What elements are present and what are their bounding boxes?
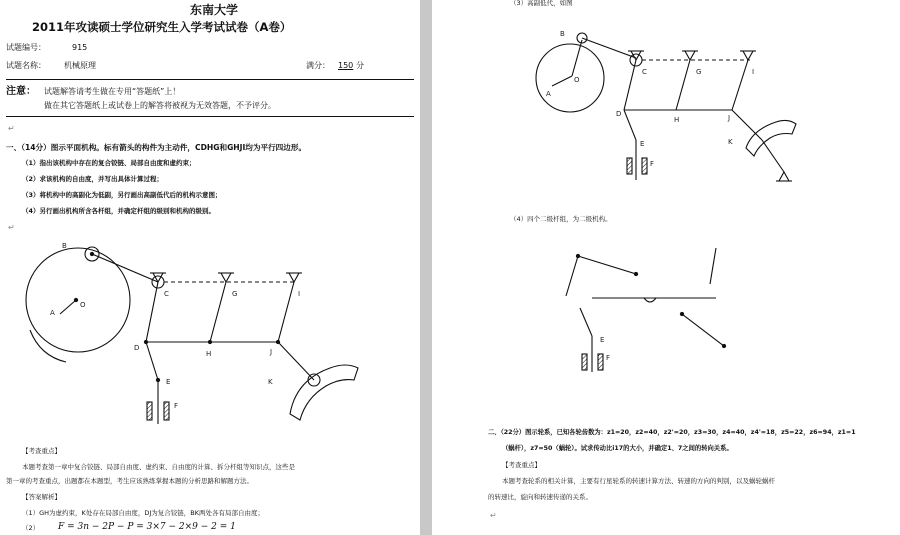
score-value: 150 xyxy=(338,61,354,70)
q2-tag: 【考查重点】 xyxy=(502,461,541,469)
fig-label-d: D xyxy=(616,110,622,118)
q2-line-2: （蜗杆），z7=50（蜗轮）。试求传动比i17的大小，并确定1、7之间的转向关系。 xyxy=(502,445,733,452)
fig-label-h: H xyxy=(674,116,680,124)
paragraph-mark: ↵ xyxy=(490,511,497,520)
high-pair-substitution-figure xyxy=(432,0,900,535)
analysis-tag: 【考查重点】 xyxy=(22,447,61,455)
part4-label: （4）四个二级杆组，为二级机构。 xyxy=(510,215,612,223)
name-value: 机械原理 xyxy=(64,61,96,70)
q2-text-1: 本题考查轮系的相关计算，主要有行星轮系的转速计算方法、转速的方向的判别，以及蜗轮蜗杆 xyxy=(502,477,775,485)
part3-label: （3）高副低代，如图 xyxy=(510,0,573,7)
fig-label-f: F xyxy=(174,402,179,410)
fig-label-b: B xyxy=(62,242,67,250)
link-gh xyxy=(210,282,226,342)
ground-g xyxy=(221,273,231,282)
rotation-arrow xyxy=(30,330,66,362)
link-cd xyxy=(146,282,158,342)
fig-label-j: J xyxy=(270,348,273,356)
fig2-label-e: E xyxy=(600,336,605,344)
analysis-text-1: 本题考查第一章中复合铰链、局部自由度、虚约束、自由度的计算、拆分杆组等知识点，这些是 xyxy=(22,463,295,471)
link-jk xyxy=(278,342,314,380)
fig-label-f: F xyxy=(650,160,655,168)
q1-item-4: （4）另行画出机构所含各杆组，并确定杆组的级别和机构的级别。 xyxy=(22,207,216,215)
fig-label-c: C xyxy=(164,290,169,298)
notice-line-1: 试题解答请考生做在专用“答题纸”上！ xyxy=(44,87,181,96)
q1-item-2: （2）求该机构的自由度，并写出具体计算过程； xyxy=(22,175,164,183)
curved-guide xyxy=(290,365,358,420)
exam-title: 2011年攻读硕士学位研究生入学考试试卷（A卷） xyxy=(32,20,292,34)
notice-label: 注意： xyxy=(6,86,36,97)
fig-label-a: A xyxy=(50,309,55,317)
fig-label-h: H xyxy=(206,350,212,358)
cam-disk xyxy=(536,44,604,112)
q2-title: 二、（22分）图示轮系，已知各轮齿数为：z1=20，z2=40，z2'=20，z3=30，z4=40，z4'=18，z5=22，z6=94，z1=1 xyxy=(488,429,856,436)
link-groups-figure xyxy=(566,248,726,372)
code-label: 试题编号： xyxy=(6,43,46,52)
name-label: 试题名称： xyxy=(6,61,46,70)
fig-label-g: G xyxy=(696,68,702,76)
q2-text-2: 的转速比，旋向和转速传递的关系。 xyxy=(488,493,592,501)
crank-ao xyxy=(60,300,76,314)
mechanism-figure xyxy=(0,0,420,535)
q1-item-1: （1）指出该机构中存在的复合铰链、局部自由度和虚约束； xyxy=(22,159,196,167)
fig-label-o: O xyxy=(574,76,580,84)
fig-label-o: O xyxy=(80,301,86,309)
fig-label-k: K xyxy=(268,378,273,386)
exam-page-right xyxy=(432,0,900,535)
fig-label-c: C xyxy=(642,68,647,76)
code-value: 915 xyxy=(72,43,88,52)
fig-label-i: I xyxy=(752,68,755,76)
fig-label-d: D xyxy=(134,344,140,352)
fig-label-k: K xyxy=(728,138,733,146)
q1-title: 一、（14分）图示平面机构。标有箭头的构件为主动件，CDHG和GHJI均为平行四边形。 xyxy=(6,143,307,152)
university-title: 东南大学 xyxy=(190,3,239,17)
paragraph-mark: ↵ xyxy=(8,223,15,232)
fig2-label-f: F xyxy=(606,354,611,362)
answer-tag: 【答案解析】 xyxy=(22,493,61,501)
fig-label-e: E xyxy=(166,378,171,386)
dof-formula: F = 3n − 2P − P = 3×7 − 2×9 − 2 = 1 xyxy=(58,522,236,532)
exam-page-left xyxy=(0,0,420,535)
ground-i xyxy=(289,273,299,282)
answer-line-2-num: （2） xyxy=(22,524,40,532)
fig-label-b: B xyxy=(560,30,565,38)
fig-label-g: G xyxy=(232,290,238,298)
analysis-text-2: 第一章的考查重点，出题都在本题型，考生应该熟练掌握本题的分析思路和解题方法。 xyxy=(6,477,253,485)
link-de xyxy=(146,342,158,380)
link-ij xyxy=(278,282,294,342)
fig-label-e: E xyxy=(640,140,645,148)
fig-label-j: J xyxy=(728,114,731,122)
paragraph-mark: ↵ xyxy=(8,124,15,133)
score-label: 满分： xyxy=(306,61,330,70)
answer-line-1: （1）GH为虚约束，K处存在局部自由度，DJ为复合铰链，BK两处各有局部自由度； xyxy=(22,509,264,517)
fig-label-i: I xyxy=(298,290,301,298)
notice-line-2: 做在其它答题纸上或试卷上的解答将被视为无效答题，不予评分。 xyxy=(44,101,276,110)
fig-label-a: A xyxy=(546,90,551,98)
score-unit: 分 xyxy=(356,61,364,70)
q1-item-3: （3）将机构中的高副化为低副，另行画出高副低代后的机构示意图； xyxy=(22,191,222,199)
